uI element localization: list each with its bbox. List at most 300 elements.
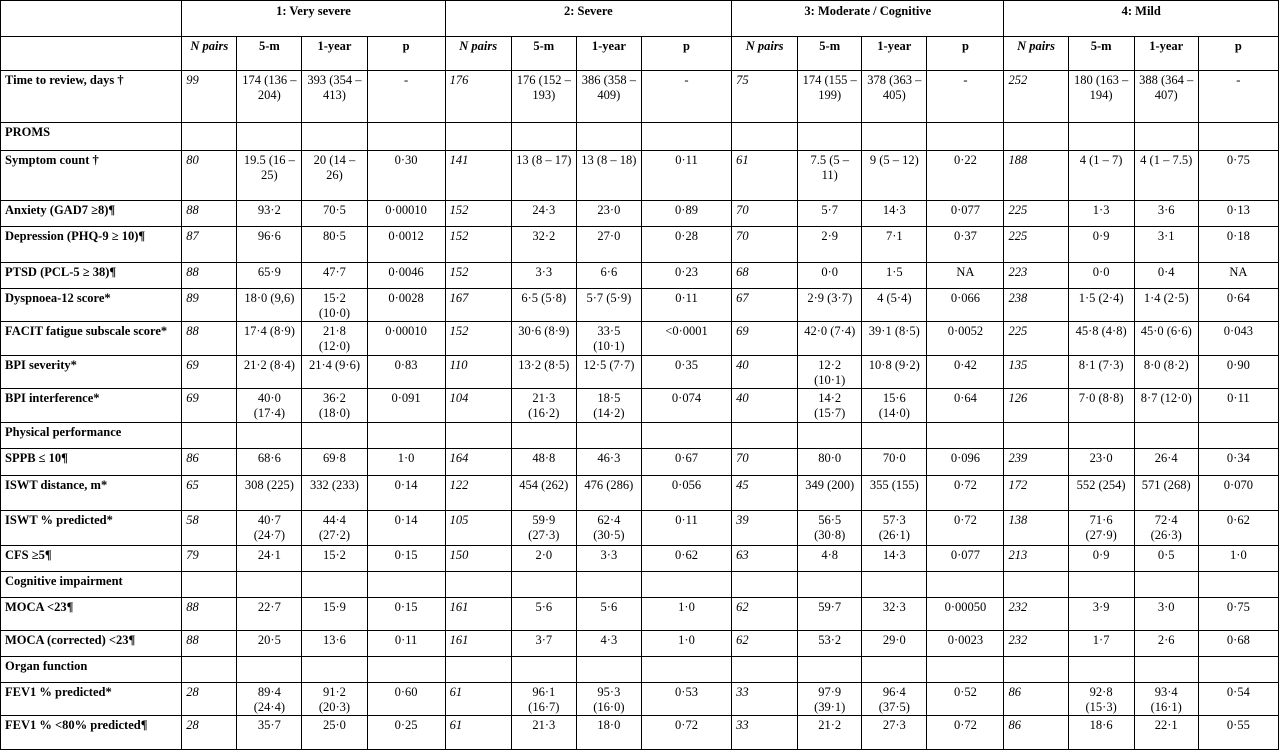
empty-cell — [1004, 657, 1068, 683]
p-value-cell: 0·72 — [927, 716, 1004, 750]
empty-cell — [182, 572, 237, 598]
empty-cell — [511, 657, 576, 683]
table-row — [1, 476, 1279, 511]
table-row — [1, 449, 1279, 476]
table-row — [1, 716, 1279, 750]
table-row — [1, 631, 1279, 657]
table-row — [1, 71, 1279, 123]
five-month-cell: 23·0 — [1068, 449, 1134, 476]
five-month-cell: 8·1 (7·3) — [1068, 356, 1134, 389]
one-year-cell: 14·3 — [862, 546, 927, 572]
one-year-cell: 45·0 (6·6) — [1134, 322, 1198, 356]
one-year-cell: 80·5 — [302, 227, 367, 263]
n-pairs-cell: 213 — [1004, 546, 1068, 572]
five-month-cell: 20·5 — [237, 631, 302, 657]
one-year-cell: 72·4 (26·3) — [1134, 511, 1198, 546]
row-label: ISWT % predicted* — [1, 511, 182, 546]
empty-cell — [1068, 572, 1134, 598]
group-header-mild: 4: Mild — [1004, 1, 1279, 37]
p-value-cell: 0·043 — [1198, 322, 1278, 356]
table-row — [1, 227, 1279, 263]
group-header-moderate-cognitive: 3: Moderate / Cognitive — [732, 1, 1004, 37]
p-value-cell: 0·070 — [1198, 476, 1278, 511]
one-year-cell: 3·0 — [1134, 598, 1198, 631]
empty-cell — [1198, 423, 1278, 449]
five-month-cell: 21·3 (16·2) — [511, 389, 576, 423]
n-pairs-cell: 161 — [445, 631, 511, 657]
empty-cell — [1068, 423, 1134, 449]
empty-cell — [302, 123, 367, 151]
p-value-cell: 0·35 — [641, 356, 731, 389]
p-value-cell: 0·54 — [1198, 683, 1278, 716]
n-pairs-cell: 86 — [1004, 683, 1068, 716]
five-month-cell: 48·8 — [511, 449, 576, 476]
n-pairs-cell: 40 — [732, 356, 798, 389]
row-label: Symptom count † — [1, 151, 182, 201]
group-header-severe: 2: Severe — [445, 1, 731, 37]
five-month-cell: 18·6 — [1068, 716, 1134, 750]
n-pairs-cell: 138 — [1004, 511, 1068, 546]
empty-cell — [862, 572, 927, 598]
empty-cell — [1134, 423, 1198, 449]
p-value-cell: 0·13 — [1198, 201, 1278, 227]
p-value-cell: 0·15 — [367, 598, 445, 631]
empty-cell — [367, 657, 445, 683]
empty-cell — [445, 423, 511, 449]
empty-cell — [576, 657, 641, 683]
empty-cell — [732, 572, 798, 598]
empty-cell — [1068, 123, 1134, 151]
five-month-cell: 552 (254) — [1068, 476, 1134, 511]
one-year-cell: 332 (233) — [302, 476, 367, 511]
p-value-cell: 0·11 — [641, 151, 731, 201]
one-year-cell: 13·6 — [302, 631, 367, 657]
subheader-p: p — [1198, 37, 1278, 71]
n-pairs-cell: 88 — [182, 201, 237, 227]
p-value-cell: 0·11 — [641, 289, 731, 322]
p-value-cell: 0·14 — [367, 476, 445, 511]
n-pairs-cell: 87 — [182, 227, 237, 263]
n-pairs-cell: 61 — [732, 151, 798, 201]
five-month-cell: 24·3 — [511, 201, 576, 227]
p-value-cell: <0·0001 — [641, 322, 731, 356]
n-pairs-cell: 88 — [182, 598, 237, 631]
p-value-cell: 0·091 — [367, 389, 445, 423]
one-year-cell: 393 (354 – 413) — [302, 71, 367, 123]
section-row — [1, 123, 1279, 151]
one-year-cell: 6·6 — [576, 263, 641, 289]
n-pairs-cell: 135 — [1004, 356, 1068, 389]
five-month-cell: 92·8 (15·3) — [1068, 683, 1134, 716]
subheader-p: p — [641, 37, 731, 71]
p-value-cell: 0·0052 — [927, 322, 1004, 356]
section-row — [1, 572, 1279, 598]
subheader-p: p — [367, 37, 445, 71]
five-month-cell: 14·2 (15·7) — [798, 389, 862, 423]
one-year-cell: 39·1 (8·5) — [862, 322, 927, 356]
five-month-cell: 5·6 — [511, 598, 576, 631]
empty-cell — [182, 657, 237, 683]
p-value-cell: 0·30 — [367, 151, 445, 201]
p-value-cell: 0·75 — [1198, 151, 1278, 201]
one-year-cell: 386 (358 – 409) — [576, 71, 641, 123]
p-value-cell: NA — [927, 263, 1004, 289]
row-label: Anxiety (GAD7 ≥8)¶ — [1, 201, 182, 227]
empty-cell — [576, 423, 641, 449]
n-pairs-cell: 105 — [445, 511, 511, 546]
five-month-cell: 96·6 — [237, 227, 302, 263]
five-month-cell: 30·6 (8·9) — [511, 322, 576, 356]
subheader-5-m: 5-m — [237, 37, 302, 71]
n-pairs-cell: 88 — [182, 263, 237, 289]
empty-cell — [798, 572, 862, 598]
empty-cell — [1198, 572, 1278, 598]
one-year-cell: 4 (5·4) — [862, 289, 927, 322]
n-pairs-cell: 152 — [445, 322, 511, 356]
p-value-cell: 0·23 — [641, 263, 731, 289]
one-year-cell: 1·4 (2·5) — [1134, 289, 1198, 322]
five-month-cell: 59·9 (27·3) — [511, 511, 576, 546]
one-year-cell: 36·2 (18·0) — [302, 389, 367, 423]
one-year-cell: 70·5 — [302, 201, 367, 227]
one-year-cell: 4 (1 – 7.5) — [1134, 151, 1198, 201]
n-pairs-cell: 70 — [732, 201, 798, 227]
subheader-5-m: 5-m — [1068, 37, 1134, 71]
five-month-cell: 3·7 — [511, 631, 576, 657]
n-pairs-cell: 61 — [445, 716, 511, 750]
n-pairs-cell: 176 — [445, 71, 511, 123]
p-value-cell: 0·15 — [367, 546, 445, 572]
one-year-cell: 2·6 — [1134, 631, 1198, 657]
p-value-cell: 1·0 — [1198, 546, 1278, 572]
n-pairs-cell: 161 — [445, 598, 511, 631]
row-label: Time to review, days † — [1, 71, 182, 123]
empty-cell — [367, 572, 445, 598]
p-value-cell: 0·67 — [641, 449, 731, 476]
p-value-cell: 0·096 — [927, 449, 1004, 476]
five-month-cell: 12·2 (10·1) — [798, 356, 862, 389]
empty-cell — [641, 657, 731, 683]
n-pairs-cell: 61 — [445, 683, 511, 716]
one-year-cell: 15·6 (14·0) — [862, 389, 927, 423]
empty-cell — [732, 423, 798, 449]
n-pairs-cell: 122 — [445, 476, 511, 511]
row-label: Depression (PHQ-9 ≥ 10)¶ — [1, 227, 182, 263]
five-month-cell: 1·5 (2·4) — [1068, 289, 1134, 322]
empty-cell — [927, 657, 1004, 683]
p-value-cell: 0·83 — [367, 356, 445, 389]
n-pairs-cell: 99 — [182, 71, 237, 123]
one-year-cell: 47·7 — [302, 263, 367, 289]
n-pairs-cell: 225 — [1004, 322, 1068, 356]
empty-cell — [798, 423, 862, 449]
one-year-cell: 5·7 (5·9) — [576, 289, 641, 322]
n-pairs-cell: 110 — [445, 356, 511, 389]
row-label: FEV1 % <80% predicted¶ — [1, 716, 182, 750]
empty-cell — [237, 657, 302, 683]
one-year-cell: 0·4 — [1134, 263, 1198, 289]
empty-cell — [576, 123, 641, 151]
p-value-cell: 0·00010 — [367, 201, 445, 227]
n-pairs-cell: 164 — [445, 449, 511, 476]
one-year-cell: 3·3 — [576, 546, 641, 572]
p-value-cell: 0·066 — [927, 289, 1004, 322]
empty-cell — [1134, 657, 1198, 683]
five-month-cell: 180 (163 – 194) — [1068, 71, 1134, 123]
one-year-cell: 3·1 — [1134, 227, 1198, 263]
p-value-cell: 0·53 — [641, 683, 731, 716]
n-pairs-cell: 70 — [732, 449, 798, 476]
p-value-cell: 0·25 — [367, 716, 445, 750]
one-year-cell: 69·8 — [302, 449, 367, 476]
five-month-cell: 21·2 — [798, 716, 862, 750]
row-label: BPI interference* — [1, 389, 182, 423]
table-row — [1, 322, 1279, 356]
subheader-1-year: 1-year — [1134, 37, 1198, 71]
p-value-cell: 0·00010 — [367, 322, 445, 356]
five-month-cell: 24·1 — [237, 546, 302, 572]
one-year-cell: 4·3 — [576, 631, 641, 657]
p-value-cell: 0·14 — [367, 511, 445, 546]
five-month-cell: 53·2 — [798, 631, 862, 657]
empty-cell — [1198, 657, 1278, 683]
subheader-1-year: 1-year — [302, 37, 367, 71]
empty-cell — [302, 657, 367, 683]
one-year-cell: 91·2 (20·3) — [302, 683, 367, 716]
p-value-cell: 0·0028 — [367, 289, 445, 322]
p-value-cell: 0·72 — [641, 716, 731, 750]
five-month-cell: 65·9 — [237, 263, 302, 289]
empty-cell — [641, 572, 731, 598]
row-label: ISWT distance, m* — [1, 476, 182, 511]
empty-cell — [732, 657, 798, 683]
five-month-cell: 32·2 — [511, 227, 576, 263]
five-month-cell: 42·0 (7·4) — [798, 322, 862, 356]
empty-cell — [1198, 123, 1278, 151]
one-year-cell: 18·0 — [576, 716, 641, 750]
empty-cell — [927, 423, 1004, 449]
subheader-row — [1, 37, 1279, 71]
five-month-cell: 4·8 — [798, 546, 862, 572]
five-month-cell: 1·7 — [1068, 631, 1134, 657]
table-row — [1, 683, 1279, 716]
five-month-cell: 174 (155 – 199) — [798, 71, 862, 123]
one-year-cell: 25·0 — [302, 716, 367, 750]
p-value-cell: 1·0 — [367, 449, 445, 476]
n-pairs-cell: 63 — [732, 546, 798, 572]
five-month-cell: 0·0 — [798, 263, 862, 289]
five-month-cell: 21·3 — [511, 716, 576, 750]
n-pairs-cell: 223 — [1004, 263, 1068, 289]
empty-cell — [927, 123, 1004, 151]
p-value-cell: 0·60 — [367, 683, 445, 716]
n-pairs-cell: 28 — [182, 716, 237, 750]
p-value-cell: 0·62 — [641, 546, 731, 572]
p-value-cell: 0·0046 — [367, 263, 445, 289]
empty-cell — [445, 572, 511, 598]
n-pairs-cell: 86 — [1004, 716, 1068, 750]
one-year-cell: 8·0 (8·2) — [1134, 356, 1198, 389]
n-pairs-cell: 68 — [732, 263, 798, 289]
one-year-cell: 355 (155) — [862, 476, 927, 511]
row-label: MOCA <23¶ — [1, 598, 182, 631]
empty-cell — [1068, 657, 1134, 683]
row-label: SPPB ≤ 10¶ — [1, 449, 182, 476]
five-month-cell: 89·4 (24·4) — [237, 683, 302, 716]
five-month-cell: 56·5 (30·8) — [798, 511, 862, 546]
five-month-cell: 40·7 (24·7) — [237, 511, 302, 546]
n-pairs-cell: 58 — [182, 511, 237, 546]
one-year-cell: 1·5 — [862, 263, 927, 289]
n-pairs-cell: 62 — [732, 598, 798, 631]
p-value-cell: 0·056 — [641, 476, 731, 511]
five-month-cell: 0·0 — [1068, 263, 1134, 289]
row-label: CFS ≥5¶ — [1, 546, 182, 572]
one-year-cell: 26·4 — [1134, 449, 1198, 476]
section-row — [1, 657, 1279, 683]
p-value-cell: 0·34 — [1198, 449, 1278, 476]
p-value-cell: NA — [1198, 263, 1278, 289]
five-month-cell: 4 (1 – 7) — [1068, 151, 1134, 201]
five-month-cell: 13·2 (8·5) — [511, 356, 576, 389]
one-year-cell: 476 (286) — [576, 476, 641, 511]
table-row — [1, 511, 1279, 546]
one-year-cell: 9 (5 – 12) — [862, 151, 927, 201]
five-month-cell: 40·0 (17·4) — [237, 389, 302, 423]
p-value-cell: 0·64 — [927, 389, 1004, 423]
n-pairs-cell: 69 — [732, 322, 798, 356]
one-year-cell: 15·2 — [302, 546, 367, 572]
five-month-cell: 7.5 (5 – 11) — [798, 151, 862, 201]
five-month-cell: 96·1 (16·7) — [511, 683, 576, 716]
empty-cell — [511, 572, 576, 598]
empty-cell — [182, 123, 237, 151]
empty-cell — [862, 123, 927, 151]
one-year-cell: 95·3 (16·0) — [576, 683, 641, 716]
row-label: PTSD (PCL-5 ≥ 38)¶ — [1, 263, 182, 289]
p-value-cell: 1·0 — [641, 631, 731, 657]
five-month-cell: 176 (152 – 193) — [511, 71, 576, 123]
n-pairs-cell: 80 — [182, 151, 237, 201]
row-label: Dyspnoea-12 score* — [1, 289, 182, 322]
n-pairs-cell: 69 — [182, 389, 237, 423]
one-year-cell: 7·1 — [862, 227, 927, 263]
table-row — [1, 263, 1279, 289]
one-year-cell: 62·4 (30·5) — [576, 511, 641, 546]
p-value-cell: 0·074 — [641, 389, 731, 423]
n-pairs-cell: 33 — [732, 716, 798, 750]
five-month-cell: 45·8 (4·8) — [1068, 322, 1134, 356]
n-pairs-cell: 69 — [182, 356, 237, 389]
empty-subheader-corner — [1, 37, 182, 71]
empty-cell — [862, 657, 927, 683]
five-month-cell: 59·7 — [798, 598, 862, 631]
one-year-cell: 12·5 (7·7) — [576, 356, 641, 389]
empty-cell — [732, 123, 798, 151]
section-label: Physical performance — [1, 423, 182, 449]
one-year-cell: 33·5 (10·1) — [576, 322, 641, 356]
n-pairs-cell: 88 — [182, 631, 237, 657]
five-month-cell: 6·5 (5·8) — [511, 289, 576, 322]
empty-cell — [445, 123, 511, 151]
subheader-p: p — [927, 37, 1004, 71]
one-year-cell: 46·3 — [576, 449, 641, 476]
one-year-cell: 3·6 — [1134, 201, 1198, 227]
one-year-cell: 21·4 (9·6) — [302, 356, 367, 389]
p-value-cell: 0·11 — [641, 511, 731, 546]
five-month-cell: 71·6 (27·9) — [1068, 511, 1134, 546]
n-pairs-cell: 225 — [1004, 201, 1068, 227]
empty-corner — [1, 1, 182, 37]
empty-cell — [798, 123, 862, 151]
n-pairs-cell: 104 — [445, 389, 511, 423]
n-pairs-cell: 45 — [732, 476, 798, 511]
row-label: FACIT fatigue subscale score* — [1, 322, 182, 356]
p-value-cell: 0·28 — [641, 227, 731, 263]
empty-cell — [237, 123, 302, 151]
section-label: PROMS — [1, 123, 182, 151]
n-pairs-cell: 152 — [445, 263, 511, 289]
n-pairs-cell: 167 — [445, 289, 511, 322]
five-month-cell: 97·9 (39·1) — [798, 683, 862, 716]
one-year-cell: 15·9 — [302, 598, 367, 631]
n-pairs-cell: 239 — [1004, 449, 1068, 476]
subheader-n-pairs: N pairs — [732, 37, 798, 71]
p-value-cell: 0·75 — [1198, 598, 1278, 631]
one-year-cell: 32·3 — [862, 598, 927, 631]
empty-cell — [237, 423, 302, 449]
one-year-cell: 27·0 — [576, 227, 641, 263]
n-pairs-cell: 28 — [182, 683, 237, 716]
n-pairs-cell: 152 — [445, 201, 511, 227]
five-month-cell: 68·6 — [237, 449, 302, 476]
subheader-5-m: 5-m — [798, 37, 862, 71]
n-pairs-cell: 150 — [445, 546, 511, 572]
p-value-cell: 0·077 — [927, 201, 1004, 227]
p-value-cell: - — [641, 71, 731, 123]
five-month-cell: 21·2 (8·4) — [237, 356, 302, 389]
empty-cell — [1004, 572, 1068, 598]
five-month-cell: 454 (262) — [511, 476, 576, 511]
empty-cell — [237, 572, 302, 598]
section-label: Cognitive impairment — [1, 572, 182, 598]
one-year-cell: 14·3 — [862, 201, 927, 227]
p-value-cell: 0·18 — [1198, 227, 1278, 263]
empty-cell — [182, 423, 237, 449]
empty-cell — [511, 423, 576, 449]
empty-cell — [641, 423, 731, 449]
five-month-cell: 93·2 — [237, 201, 302, 227]
table-row — [1, 356, 1279, 389]
p-value-cell: 0·077 — [927, 546, 1004, 572]
empty-cell — [445, 657, 511, 683]
one-year-cell: 70·0 — [862, 449, 927, 476]
n-pairs-cell: 89 — [182, 289, 237, 322]
empty-cell — [927, 572, 1004, 598]
subheader-n-pairs: N pairs — [445, 37, 511, 71]
n-pairs-cell: 79 — [182, 546, 237, 572]
table-row — [1, 389, 1279, 423]
table-body — [1, 71, 1279, 750]
empty-cell — [302, 423, 367, 449]
p-value-cell: - — [927, 71, 1004, 123]
one-year-cell: 10·8 (9·2) — [862, 356, 927, 389]
n-pairs-cell: 172 — [1004, 476, 1068, 511]
five-month-cell: 22·7 — [237, 598, 302, 631]
five-month-cell: 0·9 — [1068, 227, 1134, 263]
five-month-cell: 13 (8 – 17) — [511, 151, 576, 201]
p-value-cell: 1·0 — [641, 598, 731, 631]
